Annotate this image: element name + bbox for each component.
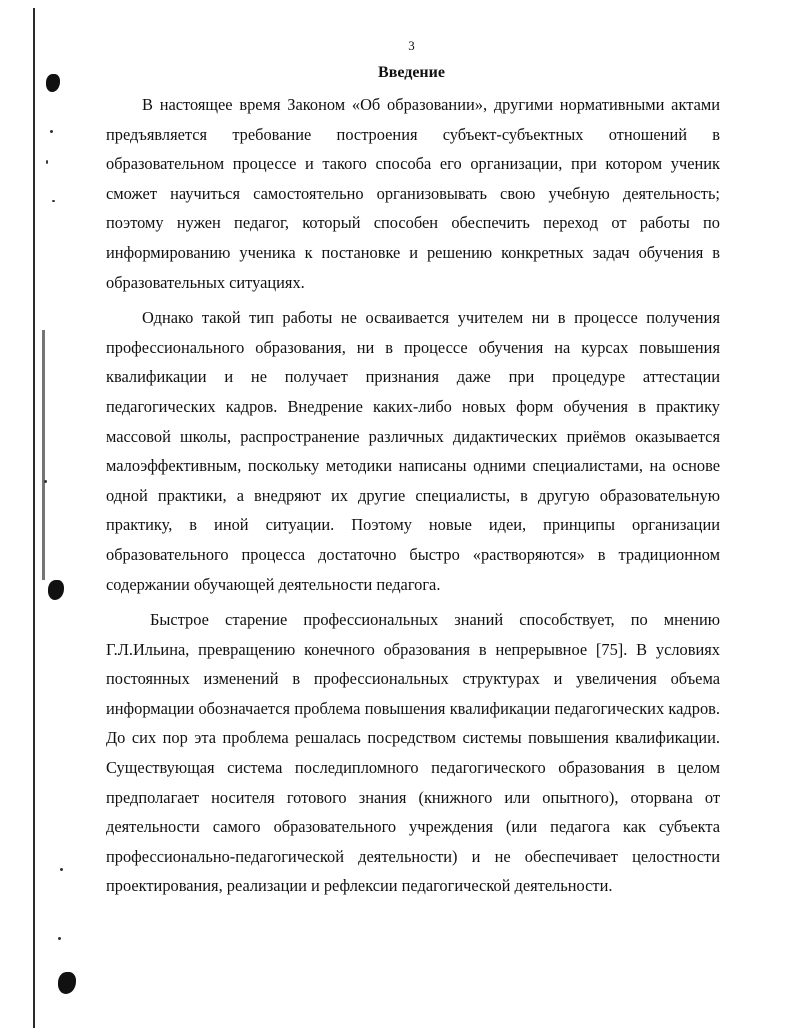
scan-blot (58, 972, 76, 994)
scan-speck (58, 937, 61, 940)
scan-shadow-edge (42, 330, 45, 580)
paragraph: В настоящее время Законом «Об образовании», другими нормативными актами предъявляется требование построения субъект-субъектных отношений в образовательном процессе и такого способа его организации, при котором ученик сможет научиться самостоятельно организовывать свою учебную деятельность; поэтому нужен педагог, который способен обеспечить переход от работы по информированию ученика к постановке и решению конкретных задач обучения в образовательных ситуациях. (106, 95, 720, 292)
scan-blot (48, 580, 64, 600)
document-body (106, 90, 720, 901)
scan-speck (60, 868, 63, 871)
paragraph: Быстрое старение профессиональных знаний способствует, по мнению Г.Л.Ильина, превращению конечного образования в непрерывное [75]. В условиях постоянных изменений в профессиональных структурах и увеличения объема информации обозначается проблема повышения квалификации педагогических кадров. До сих пор эта проблема решалась посредством системы повышения квалификации. Существующая система последипломного педагогического образования в целом предполагает носителя готового знания (книжного или опытного), оторвана от деятельности самого образовательного учреждения (или педагога как субъекта профессионально-педагогической деятельности) и не обеспечивает целостности проектирования, реализации и рефлексии педагогической деятельности. (106, 610, 720, 896)
scan-speck (52, 200, 55, 202)
scan-binding-edge (33, 8, 35, 1028)
page-number: 3 (408, 38, 415, 53)
scan-speck (46, 160, 48, 164)
paragraph: Однако такой тип работы не осваивается учителем ни в процессе получения профессионального образования, ни в процессе обучения на курсах повышения квалификации и не получает признания даже при процедуре аттестации педагогических кадров. Внедрение каких-либо новых форм обучения в практику массовой школы, распространение различных дидактических приёмов оказывается малоэффективным, поскольку методики написаны одними специалистами, на основе одной практики, а внедряют их другие специалисты, в другую образовательную практику, в иной ситуации. Поэтому новые идеи, принципы организации образовательного процесса достаточно быстро «растворяются» в традиционном содержании обучающей деятельности педагога. (106, 308, 720, 594)
scan-speck (50, 130, 53, 133)
page-title: Введение (378, 64, 445, 81)
scan-speck (44, 480, 47, 483)
